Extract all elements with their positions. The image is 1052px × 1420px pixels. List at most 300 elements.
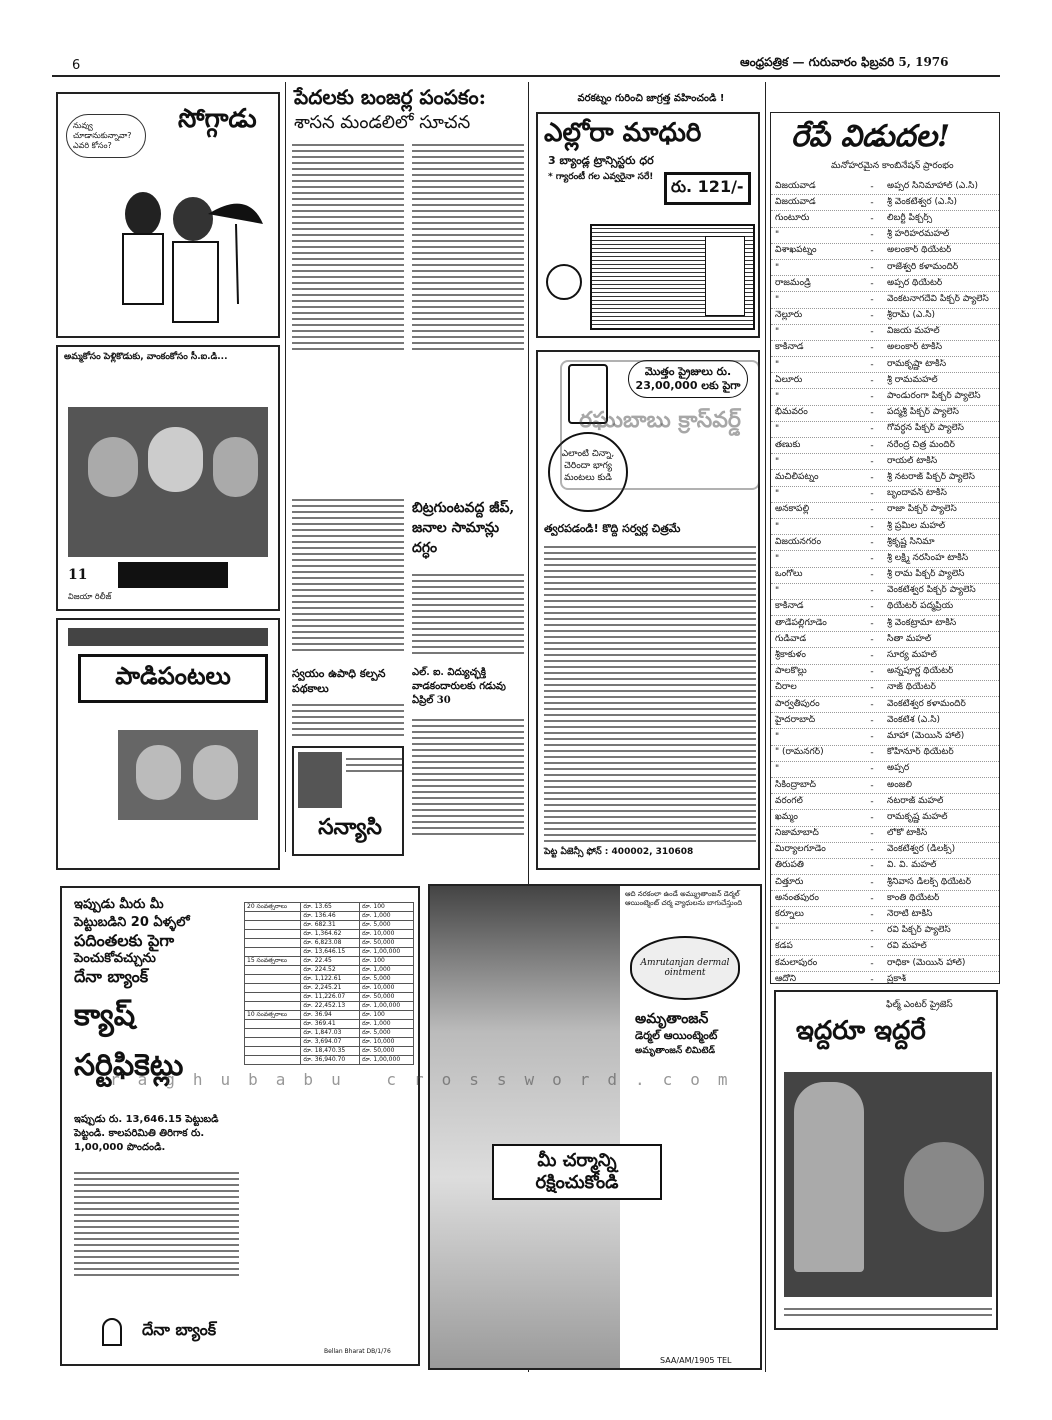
cinema-row — [771, 746, 999, 762]
cinema-row — [771, 195, 999, 211]
cinema-city: విజయవాడ — [775, 180, 816, 191]
cinema-theatre: రామకృష్ణా టాకీస్ — [887, 358, 947, 369]
dena-table-row — [245, 921, 414, 930]
article-second-body — [412, 570, 524, 660]
cinema-row — [771, 697, 999, 713]
cinema-city: " — [775, 926, 780, 937]
soggadu-ad — [56, 92, 280, 338]
cinema-city: కాకినాడ — [775, 342, 804, 353]
dena-table-cell — [245, 921, 301, 930]
headline-line-2: శాసన మండలిలో సూచన — [294, 112, 471, 133]
cinema-dash: - — [870, 375, 874, 386]
cinema-city: " — [775, 327, 780, 338]
cinema-city: చిత్తూరు — [775, 876, 804, 887]
article-second-headline: బిట్రగుంటవద్ద జీప్, జనాల సామాన్లు దగ్ధం — [412, 500, 515, 556]
dena-table-cell — [245, 1002, 301, 1011]
cinema-theatre: థియేటర్ పద్మప్రియ — [887, 601, 954, 612]
dena-table-cell: రూ. 36,940.70 — [301, 1056, 360, 1065]
page-number: 6 — [72, 58, 81, 73]
padipantalu-photo — [118, 730, 258, 820]
cinema-list-title: రేపే విడుదల! — [791, 119, 951, 154]
cinema-city: రాజమండ్రి — [775, 277, 811, 288]
dena-table-cell: రూ. 13.65 — [301, 903, 360, 912]
dena-table-cell: రూ. 5,000 — [360, 1029, 414, 1038]
cinema-theatre: అంజలి — [887, 779, 912, 790]
cinema-dash: - — [870, 472, 874, 483]
sanyasi-title: సన్యాసి — [318, 814, 382, 840]
cinema-city: విశాఖపట్నం — [775, 245, 817, 256]
dena-table-cell: రూ. 3,694.07 — [301, 1038, 360, 1047]
dena-line-3: పదింతలకు పైగా — [74, 931, 175, 950]
cinema-row — [771, 357, 999, 373]
cinema-dash: - — [870, 586, 874, 597]
cinema-theatre: కోహినూర్ థియేటర్ — [887, 747, 954, 758]
amrutanjan-photo — [430, 886, 620, 1370]
cinema-theatre: అప్సర — [887, 763, 910, 774]
cinema-row — [771, 568, 999, 584]
cinema-row — [771, 681, 999, 697]
dena-line-4: పెంచుకోవచ్చును — [74, 951, 156, 966]
cinema-list-subtitle: మనోహరమైన కాంబినేషన్ ప్రారంభం — [831, 161, 954, 171]
cinema-city: శ్రీకాకుళం — [775, 650, 806, 661]
cinema-dash: - — [870, 861, 874, 872]
dena-table-cell: రూ. 10,000 — [360, 984, 414, 993]
dena-table-cell: రూ. 11,226.07 — [301, 993, 360, 1002]
cinema-row — [771, 260, 999, 276]
cinema-row — [771, 810, 999, 826]
dena-table-cell: రూ. 5,000 — [360, 975, 414, 984]
dena-table-cell: రూ. 22,452.13 — [301, 1002, 360, 1011]
cinema-theatre: మాహా (మెయిన్ హాల్) — [887, 730, 965, 741]
amrutanjan-tin-label: Amrutanjan dermal ointment — [640, 958, 730, 978]
cinema-row — [771, 406, 999, 422]
cinema-dash: - — [870, 424, 874, 435]
dena-table-cell: రూ. 22.45 — [301, 957, 360, 966]
cinema-row — [771, 875, 999, 891]
cinema-theatre: వెంకటేశ్వర కళామందిర్ — [887, 698, 966, 709]
cinema-theatre: వెంకటేశ్వర పిక్చర్ ప్యాలెస్ — [887, 585, 976, 596]
dena-table-cell: రూ. 10,000 — [360, 930, 414, 939]
amrutanjan-tin — [630, 936, 740, 1000]
dena-table-row — [245, 930, 414, 939]
watermark-seal — [560, 360, 760, 490]
amrutanjan-product: అమృతాంజన్ — [635, 1011, 709, 1027]
cinema-city: వరంగల్ — [775, 795, 803, 806]
movie-title-block — [118, 562, 228, 588]
cinema-row — [771, 956, 999, 972]
cinema-city: " — [775, 230, 780, 241]
iddaru-producer: ఫిల్మ్ ఎంటర్ ప్రైజెస్ — [886, 1000, 953, 1010]
cinema-city: " — [775, 489, 780, 500]
soggadu-caption: నువ్వు చూడానుకున్నావా? ఎవరి కోసం? — [66, 114, 146, 158]
cinema-row — [771, 292, 999, 308]
article-main-headline — [294, 84, 526, 136]
cinema-dash: - — [870, 634, 874, 645]
cartoon-couple-illustration — [88, 184, 268, 329]
site-watermark: raghubabu crossword.com — [110, 1070, 746, 1089]
cinema-dash: - — [870, 343, 874, 354]
dena-table-cell: రూ. 1,122.61 — [301, 975, 360, 984]
header-rule — [52, 75, 1000, 77]
cinema-theatre: విజయ మహల్ — [887, 326, 940, 337]
cinema-dash: - — [870, 489, 874, 500]
cinema-city: నిజామాబాద్ — [775, 828, 819, 839]
movie-ad-family — [56, 345, 280, 611]
dena-table-row — [245, 1056, 414, 1065]
amrutanjan-company: అమృతాంజన్ లిమిటెడ్ — [635, 1046, 716, 1056]
dena-table-cell: రూ. 2,245.21 — [301, 984, 360, 993]
dena-table-cell — [245, 948, 301, 957]
cinema-theatre: రాజేశ్వరి కళామందిర్ — [887, 261, 959, 272]
dena-table-row — [245, 1029, 414, 1038]
cinema-city: " — [775, 262, 780, 273]
cinema-dash: - — [870, 505, 874, 516]
cinema-dash: - — [870, 651, 874, 662]
dena-table-cell: రూ. 50,000 — [360, 993, 414, 1002]
dena-table-cell: రూ. 50,000 — [360, 939, 414, 948]
dena-table-row — [245, 1020, 414, 1029]
cinema-theatre: వెంకటేశ (ఎ.సి) — [887, 714, 941, 725]
cinema-dash: - — [870, 311, 874, 322]
dena-agency: Bellan Bharat DB/1/76 — [324, 1348, 391, 1355]
dena-fine-print — [74, 1168, 239, 1308]
cinema-row — [771, 373, 999, 389]
article-fourth-body — [412, 715, 524, 855]
cinema-dash: - — [870, 294, 874, 305]
movie-ad-banner: అమ్మకోసం పెళ్లికొడుకు, వాంకంకోసం సీ.ఐ.డి... — [64, 352, 228, 362]
cinema-dash: - — [870, 748, 874, 759]
article-main-body — [292, 140, 524, 490]
cinema-row — [771, 309, 999, 325]
cinema-dash: - — [870, 197, 874, 208]
cinema-row — [771, 713, 999, 729]
dena-table-cell: రూ. 1,000 — [360, 912, 414, 921]
cinema-theatre: శ్రీ రామ పిక్చర్ ప్యాలెస్ — [887, 569, 965, 580]
cinema-theatre: శ్రీ ప్రమీల మహల్ — [887, 520, 946, 531]
radio-ad-slogan: వరకట్నం గురించి జాగ్రత్త వహించండి ! — [577, 93, 725, 104]
dena-table-cell: రూ. 1,00,000 — [360, 1002, 414, 1011]
cinema-dash: - — [870, 213, 874, 224]
lottery-tagline: త్వరపడండి! కొద్ది సర్వర్ల చిత్రమే — [544, 522, 681, 535]
dena-table-row — [245, 1002, 414, 1011]
cinema-city: గుంటూరు — [775, 212, 810, 223]
cinema-city: కాకినాడ — [775, 601, 804, 612]
cinema-row — [771, 470, 999, 486]
dena-table-cell: రూ. 1,364.62 — [301, 930, 360, 939]
cinema-dash: - — [870, 537, 874, 548]
cinema-city: " — [775, 359, 780, 370]
dena-table-cell: రూ. 1,00,000 — [360, 948, 414, 957]
cinema-city: " — [775, 586, 780, 597]
dena-table-cell — [245, 912, 301, 921]
cinema-city: తిరుపతి — [775, 860, 804, 871]
cinema-dash: - — [870, 230, 874, 241]
dena-table-cell: రూ. 100 — [360, 1011, 414, 1020]
cinema-dash: - — [870, 764, 874, 775]
cinema-theatre: వెంకటేశ్వర (డీలక్స్) — [887, 844, 956, 855]
dena-table-cell: 20 సంవత్సరాలు — [245, 903, 301, 912]
cinema-city: మిర్యాలగూడెం — [775, 844, 826, 855]
cinema-dash: - — [870, 408, 874, 419]
ellora-radio-ad — [536, 112, 760, 338]
cinema-dash: - — [870, 796, 874, 807]
cinema-dash: - — [870, 602, 874, 613]
cinema-dash: - — [870, 958, 874, 969]
cinema-row — [771, 325, 999, 341]
cinema-row — [771, 422, 999, 438]
dena-table-cell — [245, 1020, 301, 1029]
cinema-city: " — [775, 553, 780, 564]
cinema-row — [771, 487, 999, 503]
dena-table-cell: రూ. 50,000 — [360, 1047, 414, 1056]
cinema-theatre: ప్రకాశ్ — [887, 973, 907, 984]
dena-table-cell: రూ. 369.41 — [301, 1020, 360, 1029]
dena-table-cell — [245, 1029, 301, 1038]
lottery-prize: మొత్తం ప్రైజులు రు. 23,00,000 లకు పైగా — [628, 360, 748, 398]
cinema-theatre: శ్రీ వెంకట్రామా టాకీస్ — [887, 617, 957, 628]
sanyasi-text-lines — [346, 754, 402, 776]
radio-price: రు. 121/- — [664, 172, 751, 205]
cinema-dash: - — [870, 877, 874, 888]
lottery-footer-phone: పెట్ట ఏజెన్సీ ఫోన్ : 400002, 310608 — [544, 847, 694, 857]
cinema-dash: - — [870, 359, 874, 370]
cinema-dash: - — [870, 618, 874, 629]
article-third-body — [292, 700, 404, 740]
cinema-row — [771, 648, 999, 664]
cinema-theatre: గోవర్ధన పిక్చర్ ప్యాలెస్ — [887, 423, 964, 434]
cinema-row — [771, 519, 999, 535]
cinema-city: ఖమ్మం — [775, 811, 798, 822]
cinema-row — [771, 632, 999, 648]
dena-table-cell: రూ. 100 — [360, 903, 414, 912]
cinema-theatre: అన్నపూర్ణ థియేటర్ — [887, 666, 954, 677]
movie-ad-number: 11 — [68, 567, 88, 583]
cinema-dash: - — [870, 893, 874, 904]
cinema-dash: - — [870, 731, 874, 742]
dena-table-row — [245, 957, 414, 966]
cinema-city: పాలకొల్లు — [775, 666, 807, 677]
cinema-city: విజయవాడ — [775, 196, 816, 207]
cinema-theatre: అలంకార్ టాకీస్ — [887, 342, 943, 353]
cinema-row — [771, 794, 999, 810]
iddaru-iddare-ad — [774, 990, 998, 1330]
dena-table-cell: రూ. 36.94 — [301, 1011, 360, 1020]
cinema-release-list — [770, 112, 1000, 984]
watermark-seal-text: రఘుబాబు క్రాస్‌వర్డ్ — [579, 408, 741, 433]
dena-logo-icon — [102, 1318, 122, 1346]
radio-guarantee: * గ్యారంటీ గల ఎవ్వరైనా సరే! — [548, 172, 654, 182]
cinema-theatre: శ్రీ హరిహరమహల్ — [887, 229, 950, 240]
cinema-city: తాడేపల్లిగూడెం — [775, 617, 827, 628]
dena-table-cell — [245, 939, 301, 948]
cinema-theatre: అలంకార్ థియేటర్ — [887, 245, 952, 256]
amrutanjan-tagline: మీ చర్మాన్ని రక్షించుకోండి — [492, 1144, 662, 1200]
cinema-row — [771, 924, 999, 940]
cinema-theatre: సీతా మహల్ — [887, 633, 932, 644]
dena-bank-ad — [60, 886, 420, 1366]
movie-ad-footer: విజయా రిలీజ్ — [68, 592, 112, 601]
cinema-dash: - — [870, 667, 874, 678]
cinema-row — [771, 584, 999, 600]
dena-logo-text: దేనా బ్యాంక్ — [142, 1320, 217, 1339]
iddaru-credits — [784, 1304, 992, 1320]
dena-table-row — [245, 1038, 414, 1047]
cinema-theatre: రామకృష్ణ మహల్ — [887, 811, 948, 822]
lottery-bubble: ఎలాంటి చిన్నా, చెరిందా భాగ్య మంటలు కుడి — [548, 432, 628, 512]
dena-product-2: సర్టిఫికెట్లు — [74, 1048, 184, 1083]
cinema-row — [771, 665, 999, 681]
cinema-row — [771, 859, 999, 875]
dena-table-cell — [245, 1056, 301, 1065]
dena-table-cell: రూ. 100 — [360, 957, 414, 966]
cinema-row — [771, 389, 999, 405]
sanyasi-ad — [292, 746, 404, 856]
radio-brand: ఎల్లోరా మాధురి — [544, 118, 702, 148]
dena-table-cell: రూ. 1,00,000 — [360, 1056, 414, 1065]
masthead-date: ఆంధ్రపత్రిక — గురువారం ఫిబ్రవరి 5, 1976 — [740, 55, 949, 69]
padipantalu-header-block — [68, 628, 268, 646]
cinema-theatre: పాండురంగా పిక్చర్ ప్యాలెస్ — [887, 391, 981, 402]
cinema-dash: - — [870, 699, 874, 710]
cinema-city: కర్నూలు — [775, 909, 804, 920]
cinema-row — [771, 211, 999, 227]
cinema-dash: - — [870, 926, 874, 937]
cinema-city: భీమవరం — [775, 407, 808, 418]
cinema-row — [771, 179, 999, 195]
cinema-dash: - — [870, 278, 874, 289]
amrutanjan-product-2: డెర్మల్ ఆయింట్మెంట్ — [635, 1029, 718, 1042]
soggadu-title: సోగ్గాడు — [178, 104, 257, 134]
cinema-dash: - — [870, 521, 874, 532]
dena-line-1: ఇప్పుడు మీరు మీ — [74, 897, 164, 912]
cinema-city: చీరాల — [775, 682, 797, 693]
dena-table-cell: రూ. 136.46 — [301, 912, 360, 921]
cinema-theatre: అప్సర సినిమాహాల్ (ఎ.సి) — [887, 180, 978, 191]
movie-still-photo — [68, 407, 268, 557]
cinema-theatre: శ్రీ రామమహల్ — [887, 374, 938, 385]
padipantalu-ad — [56, 618, 280, 870]
cinema-theatre: రవి మహల్ — [887, 941, 927, 952]
cinema-dash: - — [870, 845, 874, 856]
cinema-city: మచిలీపట్నం — [775, 471, 819, 482]
dena-table-cell: 15 సంవత్సరాలు — [245, 957, 301, 966]
cinema-theatre: లిబర్టీ పిక్చర్స్ — [887, 212, 933, 223]
cinema-dash: - — [870, 456, 874, 467]
dena-table-cell — [245, 1038, 301, 1047]
cinema-city: విజయనగరం — [775, 536, 822, 547]
cinema-city: " — [775, 521, 780, 532]
dena-product-1: క్యాష్ — [74, 998, 136, 1033]
cinema-city: హైదరాబాద్ — [775, 714, 816, 725]
cinema-theatre: శ్రీనివాస డీలక్స్ థియేటర్ — [887, 876, 972, 887]
cinema-city: " — [775, 424, 780, 435]
radio-subtitle: 3 బ్యాండ్ల ట్రాన్సిస్టరు ధర — [548, 154, 654, 167]
cinema-city: ఆదోని — [775, 973, 797, 984]
amrutanjan-ad — [428, 884, 762, 1370]
cinema-list-rows — [771, 179, 999, 984]
dena-table-cell: రూ. 18,470.35 — [301, 1047, 360, 1056]
cinema-row — [771, 940, 999, 956]
dena-table-cell: రూ. 13,646.15 — [301, 948, 360, 957]
dena-table-cell: రూ. 1,847.03 — [301, 1029, 360, 1038]
dena-table-cell: రూ. 10,000 — [360, 1038, 414, 1047]
cinema-dash: - — [870, 942, 874, 953]
dena-table-cell: 10 సంవత్సరాలు — [245, 1011, 301, 1020]
cinema-theatre: కాంతి థియేటర్ — [887, 892, 940, 903]
cinema-city: కడప — [775, 941, 793, 952]
dena-table-cell: రూ. 5,000 — [360, 921, 414, 930]
cinema-theatre: అప్సర థియేటర్ — [887, 277, 943, 288]
cinema-dash: - — [870, 392, 874, 403]
cinema-theatre: శ్రీ నటరాజ్ పిక్చర్ ప్యాలెస్ — [887, 471, 975, 482]
cinema-theatre: శ్రీరామ్ (ఎ.సి) — [887, 310, 936, 321]
cinema-dash: - — [870, 181, 874, 192]
cinema-theatre: రవి పిక్చర్ ప్యాలెస్ — [887, 925, 951, 936]
cinema-row — [771, 341, 999, 357]
cinema-row — [771, 228, 999, 244]
dena-table-cell — [245, 993, 301, 1002]
dena-table-cell: రూ. 1,000 — [360, 966, 414, 975]
headline-line-1: పేదలకు బంజర్ల పంపకం: — [294, 85, 486, 109]
amrutanjan-code: SAA/AM/1905 TEL — [660, 1356, 732, 1365]
cinema-city: అనకాపల్లి — [775, 504, 810, 515]
cinema-theatre: సూర్య మహల్ — [887, 650, 937, 661]
cinema-row — [771, 551, 999, 567]
radio-logo — [546, 264, 582, 300]
cinema-row — [771, 276, 999, 292]
cinema-city: ఒంగోలు — [775, 569, 803, 580]
cinema-dash: - — [870, 829, 874, 840]
cinema-city: " — [775, 294, 780, 305]
cinema-dash: - — [870, 974, 874, 984]
sanyasi-photo — [298, 752, 342, 808]
cinema-theatre: రాజా పిక్చర్ ప్యాలెస్ — [887, 504, 957, 515]
dena-table-row — [245, 912, 414, 921]
cinema-theatre: నాజ్ థియేటర్ — [887, 682, 937, 693]
cinema-dash: - — [870, 327, 874, 338]
cinema-dash: - — [870, 812, 874, 823]
dena-line-2: పెట్టుబడిని 20 ఏళ్ళలో — [74, 915, 190, 930]
dena-table-cell — [245, 966, 301, 975]
cinema-row — [771, 438, 999, 454]
cinema-theatre: నరేంద్ర చిత్ర మందిర్ — [887, 439, 955, 450]
dena-table-cell: రూ. 1,000 — [360, 1020, 414, 1029]
cinema-city: అనంతపురం — [775, 892, 819, 903]
cinema-row — [771, 843, 999, 859]
cinema-city: గుడివాడ — [775, 633, 807, 644]
cinema-dash: - — [870, 715, 874, 726]
cinema-theatre: శ్రీ వెంకటేశ్వర (ఎ.సి) — [887, 196, 958, 207]
cinema-row — [771, 616, 999, 632]
article-left-col-body — [292, 495, 404, 660]
cinema-row — [771, 891, 999, 907]
dena-invest-line: ఇప్పుడు రు. 13,646.15 పెట్టుబడి పెట్టండి. కాలపరిమితి తిరిగాక రు. 1,00,000 పొందండి. — [74, 1114, 219, 1153]
cinema-row — [771, 827, 999, 843]
cinema-row — [771, 503, 999, 519]
cinema-row — [771, 244, 999, 260]
amrutanjan-top-text: ఆది నరకంలా ఉండే అమ్మ్రుతాంజన్ డెర్మల్ ఆయింట్మెంట్ చర్మ వ్యాధులను బాగుచేస్తుంది — [625, 890, 743, 907]
cinema-dash: - — [870, 910, 874, 921]
dena-table-cell: రూ. 682.31 — [301, 921, 360, 930]
cinema-theatre: శ్రీ లక్ష్మీ నరసింహ టాకీస్ — [887, 552, 969, 563]
cinema-dash: - — [870, 553, 874, 564]
cinema-city: " (రామనగర్) — [775, 747, 824, 758]
cinema-city: తణుకు — [775, 439, 801, 450]
dena-table-cell: రూ. 6,823.08 — [301, 939, 360, 948]
cinema-row — [771, 454, 999, 470]
dena-table-row — [245, 984, 414, 993]
cinema-row — [771, 600, 999, 616]
